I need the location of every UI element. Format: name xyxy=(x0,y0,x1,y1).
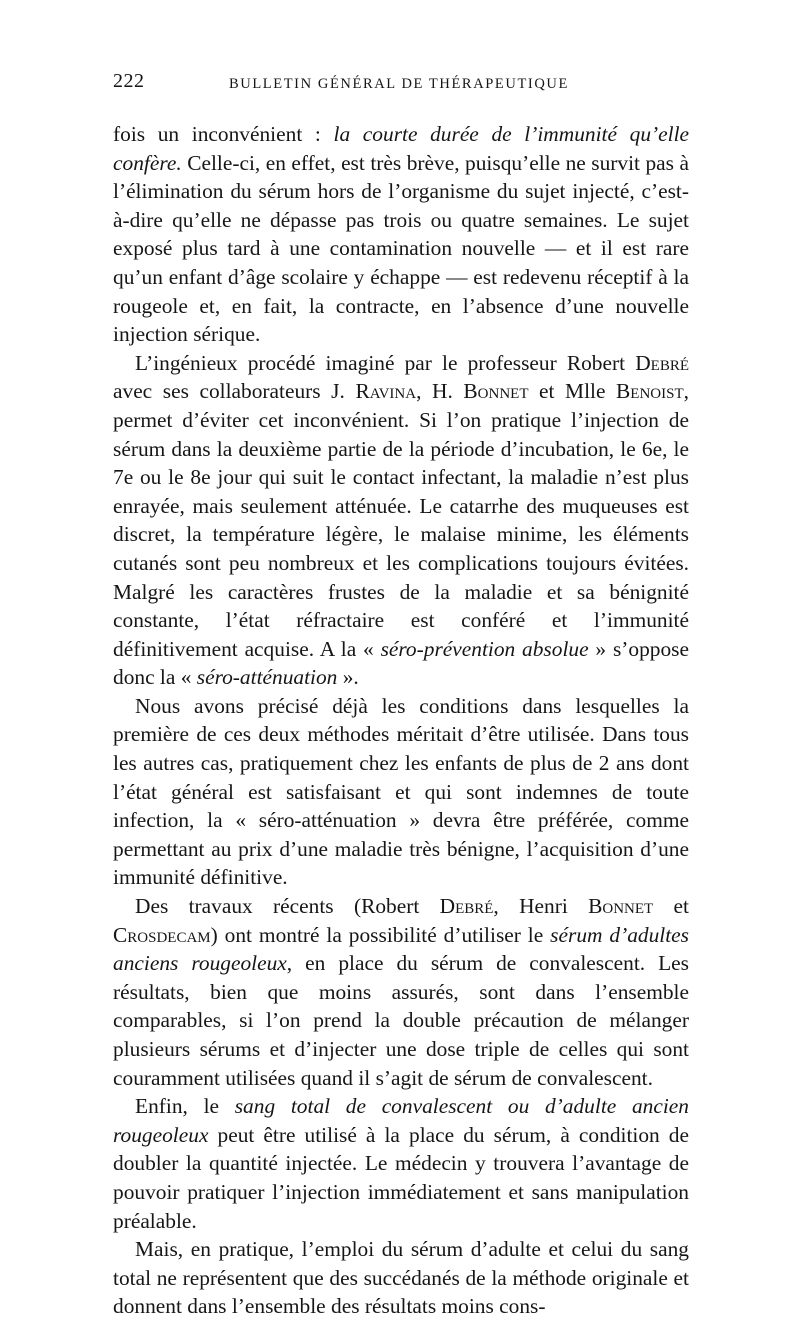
text-segment: ) ont montré la possibilité d’utiliser le xyxy=(210,922,551,947)
page-header xyxy=(113,70,689,104)
text-segment: L’ingénieux procédé imaginé par le professeur Robert xyxy=(135,350,636,375)
text-segment: , en place du sérum de convalescent. Les résultats, bien que moins assurés, sont dans l’ensemble comparables, si l’on prend la double précaution de mélanger plusieurs sérums et d’injecter une dose triple de celles qui sont couramment utilisées quand il s’agit de sérum de convalescent. xyxy=(113,951,689,1090)
paragraph xyxy=(113,1092,689,1235)
text-segment: et Mlle xyxy=(528,379,617,404)
text-segment: avec ses collaborateurs J. xyxy=(113,379,356,404)
text-segment: » s’oppose donc la « xyxy=(113,636,689,690)
page-number: 222 xyxy=(113,70,145,92)
text-segment: et xyxy=(653,894,689,919)
italic-text: séro-prévention absolue xyxy=(380,636,589,661)
italic-text: la courte durée de l’immunité qu’elle confère. xyxy=(113,122,690,175)
text-segment: Mais, en pratique, l’emploi du sérum d’adulte et celui du sang total ne représentent que des succédanés de la méthode originale et donnent dans l’ensemble des résultats moins cons- xyxy=(113,1237,689,1319)
paragraph xyxy=(113,692,689,892)
italic-text: séro-atténuation xyxy=(196,665,338,690)
author-name: Bonnet xyxy=(463,379,529,404)
text-segment: Nous avons précisé déjà les conditions dans lesquelles la première de ces deux méthodes méritait d’être utilisée. Dans tous les autres cas, pratiquement chez les enfants de plus de 2 ans dont l’état général est satisfaisant et qui sont indemnes de toute infection, la « séro-atténuation » devra être préférée, comme permettant au prix d’une maladie très bénigne, l’acquisition d’une immunité définitive. xyxy=(113,693,689,890)
text-segment: fois un inconvénient : xyxy=(113,122,334,146)
paragraph xyxy=(113,120,689,349)
text-segment: Des travaux récents (Robert xyxy=(135,894,440,919)
author-name: Benoist xyxy=(616,379,684,404)
italic-text: sérum d’adultes anciens rougeoleux xyxy=(113,922,689,976)
text-segment: Celle-ci, en effet, est très brève, puisqu’elle ne survit pas à l’élimination du sérum hors de l’organisme du sujet injecté, c’est-à-dire qu’elle ne dépasse pas trois ou quatre semaines. Le sujet exposé plus tard à une contamination nouvelle — et il est rare qu’un enfant d’âge scolaire y échappe — est redevenu réceptif à la rougeole et, en fait, la contracte, en l’absence d’une nouvelle injection sérique. xyxy=(113,150,689,347)
text-segment: , H. xyxy=(416,379,464,404)
author-name: Bonnet xyxy=(588,894,654,919)
author-name: Ravina xyxy=(355,379,417,404)
text-segment: , Henri xyxy=(493,894,589,919)
italic-text: sang total de convalescent ou d’adulte ancien rougeoleux xyxy=(113,1094,689,1147)
author-name: Debré xyxy=(439,894,494,919)
body-text xyxy=(113,120,689,1321)
text-segment: Enfin, le xyxy=(135,1094,235,1119)
text-segment: , permet d’éviter cet inconvénient. Si l’on pratique l’injection de sérum dans la deuxième partie de la période d’incubation, le 6e, le 7e ou le 8e jour qui suit le contact infectant, la maladie n’est plus enrayée, mais seulement atténuée. Le catarrhe des muqueuses est discret, la température légère, le malaise minime, les éléments cutanés sont peu nombreux et les complications toujours évitées. Malgré les caractères frustes de la maladie et sa bénignité constante, l’état réfractaire est conféré et l’immunité définitivement acquise. A la « xyxy=(113,379,689,661)
author-name: Crosdecam xyxy=(113,922,211,947)
text-segment: peut être utilisé à la place du sérum, à condition de doubler la quantité injectée. Le médecin y trouvera l’avantage de pouvoir pratiquer l’injection immédiatement et sans manipulation préalable. xyxy=(113,1122,689,1233)
running-title: BULLETIN GÉNÉRAL DE THÉRAPEUTIQUE xyxy=(229,76,569,92)
text-segment: ». xyxy=(337,665,359,690)
paragraph xyxy=(113,349,689,692)
author-name: Debré xyxy=(635,350,689,375)
paragraph xyxy=(113,1235,689,1321)
paragraph xyxy=(113,892,689,1092)
